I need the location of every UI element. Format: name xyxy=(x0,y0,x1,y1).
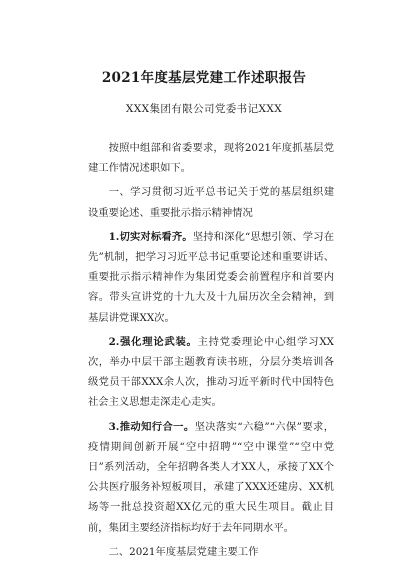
item-lead-3: 3.推动知行合一。 xyxy=(108,420,195,433)
intro-paragraph: 按照中组部和省委要求，现将2021年度抓基层党建工作情况述职如下。 xyxy=(88,142,334,175)
section-heading-2: 二、2021年度基层党建主要工作 xyxy=(108,545,259,558)
section-heading-1: 一、学习贯彻习近平总书记关于党的基层组织建设重要论述、重要批示指示精神情况 xyxy=(88,186,334,219)
item-paragraph-2 xyxy=(88,332,334,413)
document-body xyxy=(88,138,334,562)
item-lead-2: 2.强化理论武装。 xyxy=(108,335,198,348)
item-paragraph-3 xyxy=(88,417,334,538)
document-title: 2021年度基层党建工作述职报告 xyxy=(101,70,307,86)
item-text-1: 坚持和深化“思想引领、学习在先”机制，把学习习近平总书记重要论述和重要讲话、重要批示指示精神作为集团党委会前置程序和首要内容。带头宣讲党的十九大及十九届历次全会精神，到基层讲党课XX次。 xyxy=(88,230,335,324)
document-author: XXX集团有限公司党委书记XXX xyxy=(125,103,283,115)
item-lead-1: 1.切实对标看齐。 xyxy=(108,230,193,243)
item-paragraph-1 xyxy=(88,227,334,328)
item-text-3: 坚决落实“六稳”“六保”要求，疫情期间创新开展“空中招聘”“空中课堂”“空中党日”系列活动，全年招聘各类人才XX人，承接了XX个公共医疗服务补短板项目，承建了XXX还建房、XX机场等一批总投资超XX亿元的重大民生项目。截止目前，集团主要经济指标均好于去年同期水平。 xyxy=(88,420,335,534)
item-text-2: 主持党委理论中心组学习XX次，举办中层干部主题教育读书班，分层分类培训各级党员干部XXX余人次，推动习近平新时代中国特色社会主义思想走深走心走实。 xyxy=(88,335,334,409)
